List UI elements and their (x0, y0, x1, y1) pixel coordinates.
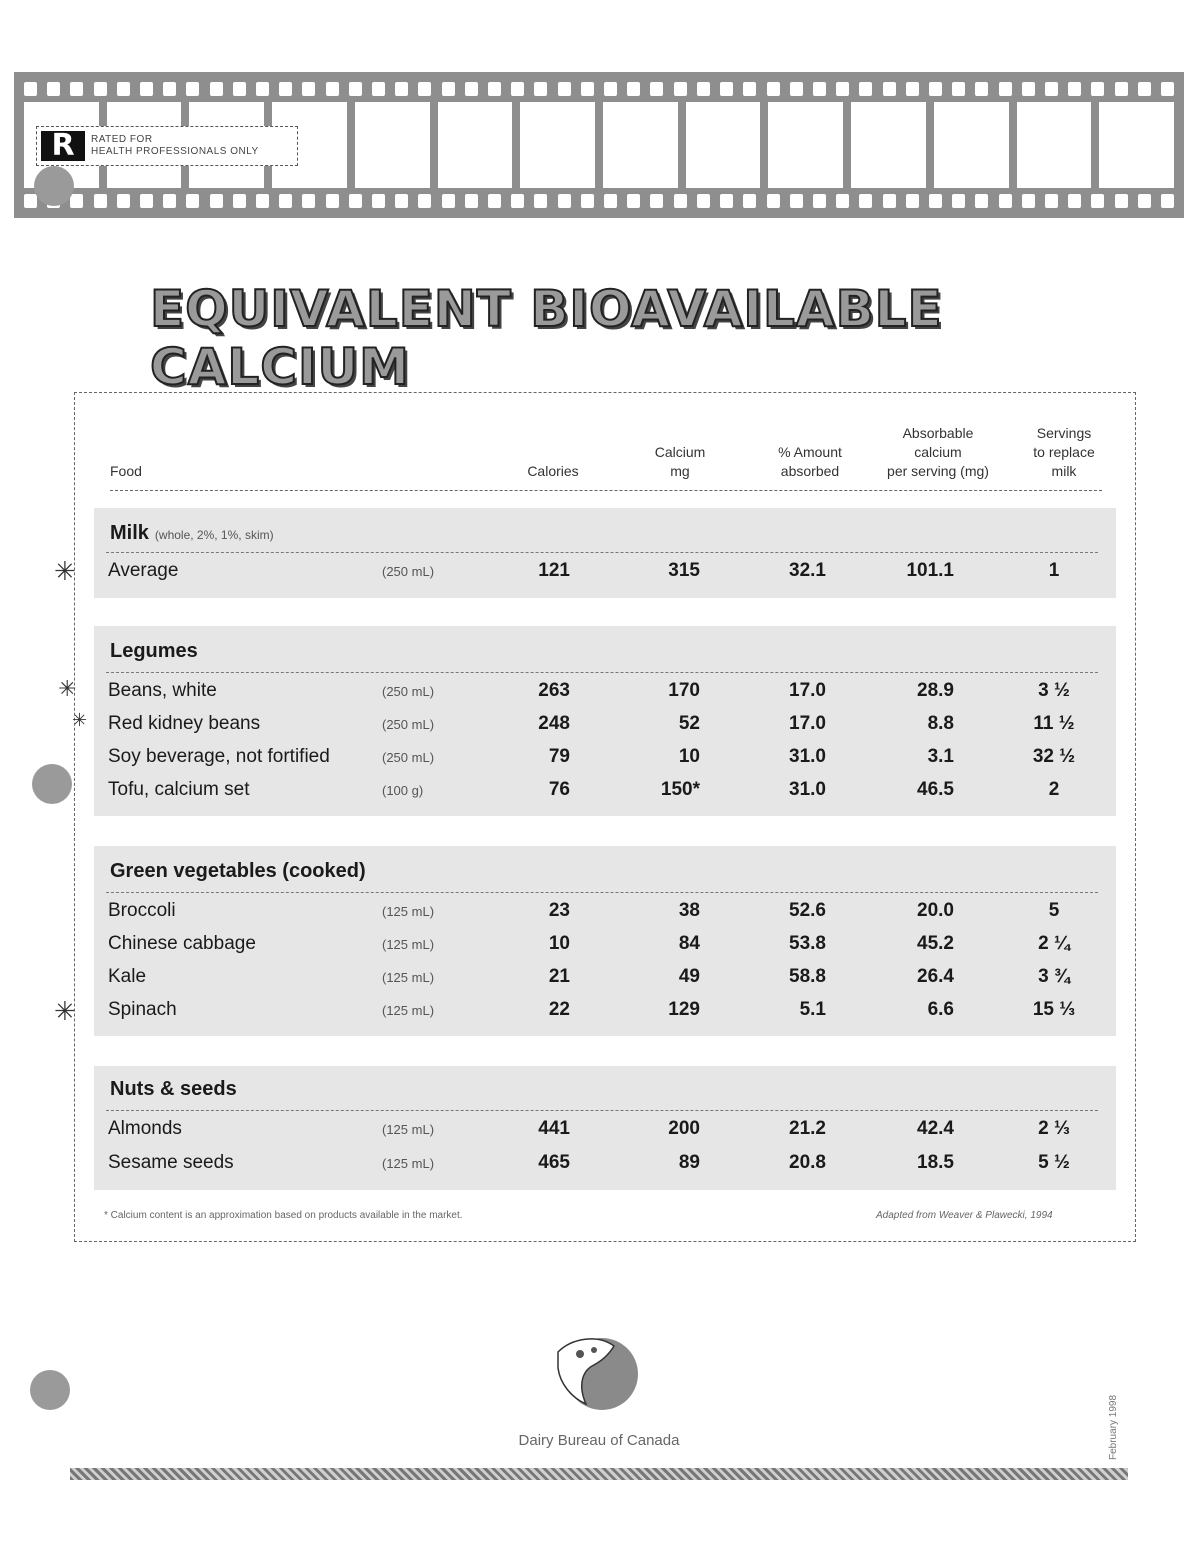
absorbable-value: 101.1 (906, 560, 954, 581)
punch-hole-top (34, 166, 74, 206)
punch-hole-middle (32, 764, 72, 804)
footnote: * Calcium content is an approximation based on products available in the market. (104, 1210, 463, 1221)
page-title: EQUIVALENT BIOAVAILABLE CALCIUM (150, 280, 943, 396)
section-divider (106, 1110, 1098, 1111)
film-holes-top (24, 82, 1174, 96)
header-calcium: Calcium mg (654, 444, 706, 479)
handwritten-star-mark: ✳ (72, 710, 88, 730)
table-row: Chinese cabbage (125 mL) 10 84 53.8 45.2 2 ¼ (108, 933, 1070, 954)
dairy-bureau-logo-icon (552, 1332, 644, 1412)
handwritten-star-mark: ✳ (54, 556, 76, 586)
film-holes-bottom (24, 194, 1174, 208)
handwritten-star-mark: ✳ (58, 676, 77, 701)
table-row: Broccoli (125 mL) 23 38 52.6 20.0 5 (108, 900, 1060, 921)
header-servings: Servings to replace milk (1033, 425, 1095, 479)
section-divider (106, 672, 1098, 673)
header-divider (110, 490, 1102, 491)
table-row: Beans, white (250 mL) 263 170 17.0 28.9 3 ½ (108, 680, 1070, 701)
section-legumes (94, 626, 1116, 816)
rating-line-1: RATED FOR (91, 134, 153, 145)
section-title: Green vegetables (cooked) (110, 860, 366, 882)
header-absorbable: Absorbable calcium per serving (mg) (887, 425, 989, 479)
rating-badge (36, 126, 298, 166)
side-date: February 1998 (1108, 1394, 1119, 1460)
section-divider (106, 552, 1098, 553)
calories-value: 121 (538, 560, 570, 581)
rating-line-2: HEALTH PROFESSIONALS ONLY (91, 146, 259, 157)
logo-text: Dairy Bureau of Canada (518, 1432, 680, 1449)
table-row: Almonds (125 mL) 441 200 21.2 42.4 2 ⅓ (108, 1118, 1070, 1139)
bottom-pattern-band (70, 1468, 1128, 1480)
rating-letter: R (41, 131, 85, 161)
header-absorbed: % Amount absorbed (778, 444, 842, 479)
source-citation: Adapted from Weaver & Plawecki, 1994 (876, 1210, 1053, 1221)
table-row: Sesame seeds (125 mL) 465 89 20.8 18.5 5 ½ (108, 1152, 1070, 1173)
section-nuts-seeds (94, 1066, 1116, 1190)
table-row (94, 560, 1116, 590)
section-title: Nuts & seeds (110, 1078, 237, 1100)
section-title: Legumes (110, 640, 198, 662)
handwritten-star-mark: ✳ (54, 996, 76, 1026)
section-green-vegetables (94, 846, 1116, 1036)
absorbed-value: 32.1 (789, 560, 826, 581)
header-calories: Calories (527, 463, 579, 479)
punch-hole-bottom (30, 1370, 70, 1410)
table-row: Tofu, calcium set (100 g) 76 150* 31.0 46.5 2 (108, 779, 1060, 800)
food-name: Average (108, 560, 179, 581)
serving-size: (250 mL) (382, 564, 435, 579)
table-row: Spinach (125 mL) 22 129 5.1 6.6 15 ⅓ (108, 999, 1076, 1020)
rating-text (91, 134, 259, 158)
section-divider (106, 892, 1098, 893)
section-milk (94, 508, 1116, 598)
section-title: Milk (whole, 2%, 1%, skim) (110, 522, 274, 544)
table-row: Kale (125 mL) 21 49 58.8 26.4 3 ¾ (108, 966, 1070, 987)
table-row: Soy beverage, not fortified (250 mL) 79 10 31.0 3.1 32 ½ (108, 746, 1076, 767)
table-row: Red kidney beans (250 mL) 248 52 17.0 8.8 11 ½ (108, 713, 1075, 734)
header-food: Food (110, 463, 142, 479)
servings-value: 1 (1048, 560, 1060, 581)
calcium-value: 315 (668, 560, 700, 581)
